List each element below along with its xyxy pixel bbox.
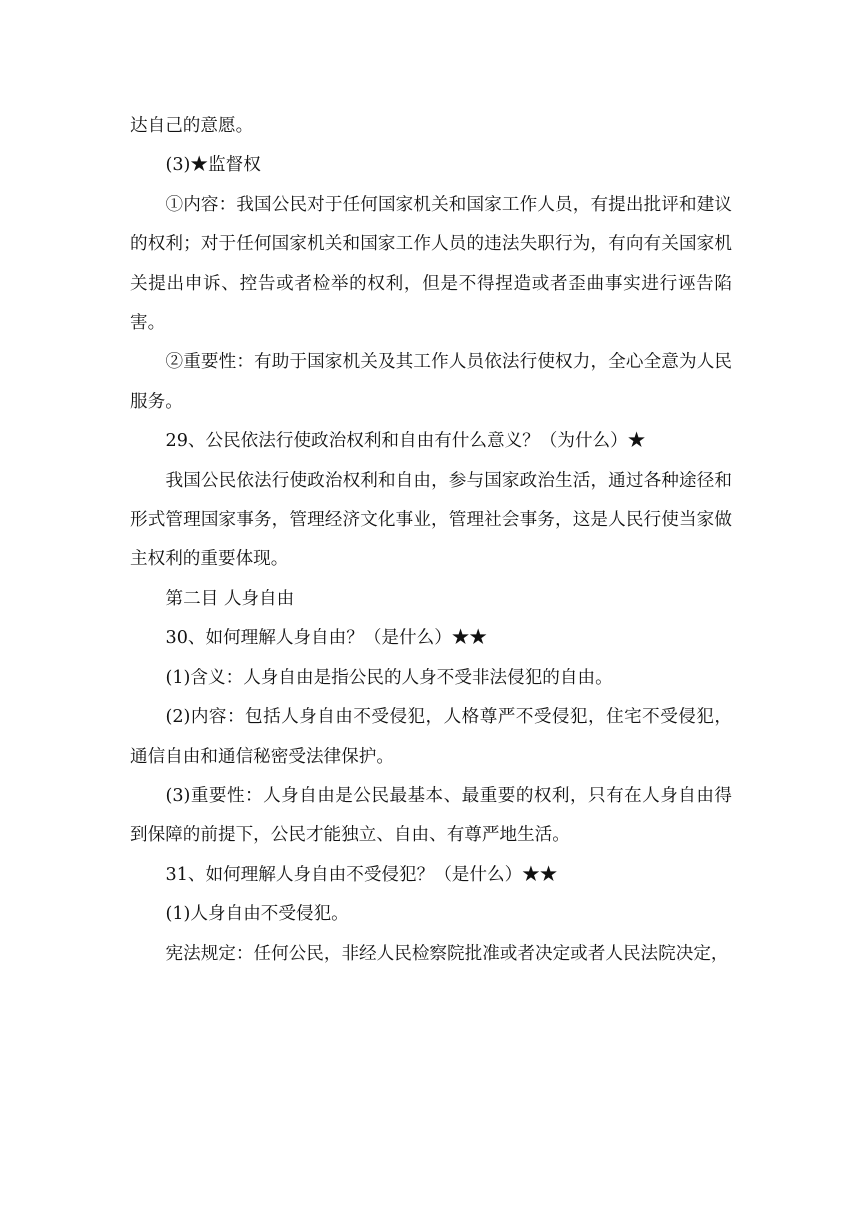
paragraph-supervision-importance: ②重要性：有助于国家机关及其工作人员依法行使权力，全心全意为人民服务。: [130, 352, 732, 412]
document-body: [130, 107, 732, 974]
heading-supervision-right: (3)★监督权: [165, 155, 261, 176]
answer-29: 我国公民依法行使政治权利和自由，参与国家政治生活，通过各种途径和形式管理国家事务，管理经济文化事业，管理社会事务，这是人民行使当家做主权利的重要体现。: [130, 470, 732, 570]
answer-30-content: (2)内容：包括人身自由不受侵犯，人格尊严不受侵犯，住宅不受侵犯，通信自由和通信秘密受法律保护。: [130, 707, 732, 767]
paragraph-continuation: 达自己的意愿。: [130, 116, 254, 136]
section-heading-personal-freedom: 第二目 人身自由: [165, 588, 295, 609]
question-29: 29、公民依法行使政治权利和自由有什么意义？（为什么）★: [165, 431, 646, 452]
answer-30-meaning: (1)含义：人身自由是指公民的人身不受非法侵犯的自由。: [165, 667, 613, 688]
question-30: 30、如何理解人身自由？（是什么）★★: [165, 628, 487, 649]
answer-31-item-1: (1)人身自由不受侵犯。: [165, 904, 349, 925]
question-31: 31、如何理解人身自由不受侵犯？（是什么）★★: [165, 864, 558, 885]
paragraph-supervision-content: ①内容：我国公民对于任何国家机关和国家工作人员，有提出批评和建议的权利；对于任何国家机关和国家工作人员的违法失职行为，有向有关国家机关提出申诉、控告或者检举的权利，但是不得捏造或者歪曲事实进行诬告陷害。: [130, 194, 732, 334]
answer-30-importance: (3)重要性：人身自由是公民最基本、最重要的权利，只有在人身自由得到保障的前提下，公民才能独立、自由、有尊严地生活。: [130, 785, 732, 846]
answer-31-constitution: 宪法规定：任何公民，非经人民检察院批准或者决定或者人民法院决定，: [165, 943, 729, 964]
